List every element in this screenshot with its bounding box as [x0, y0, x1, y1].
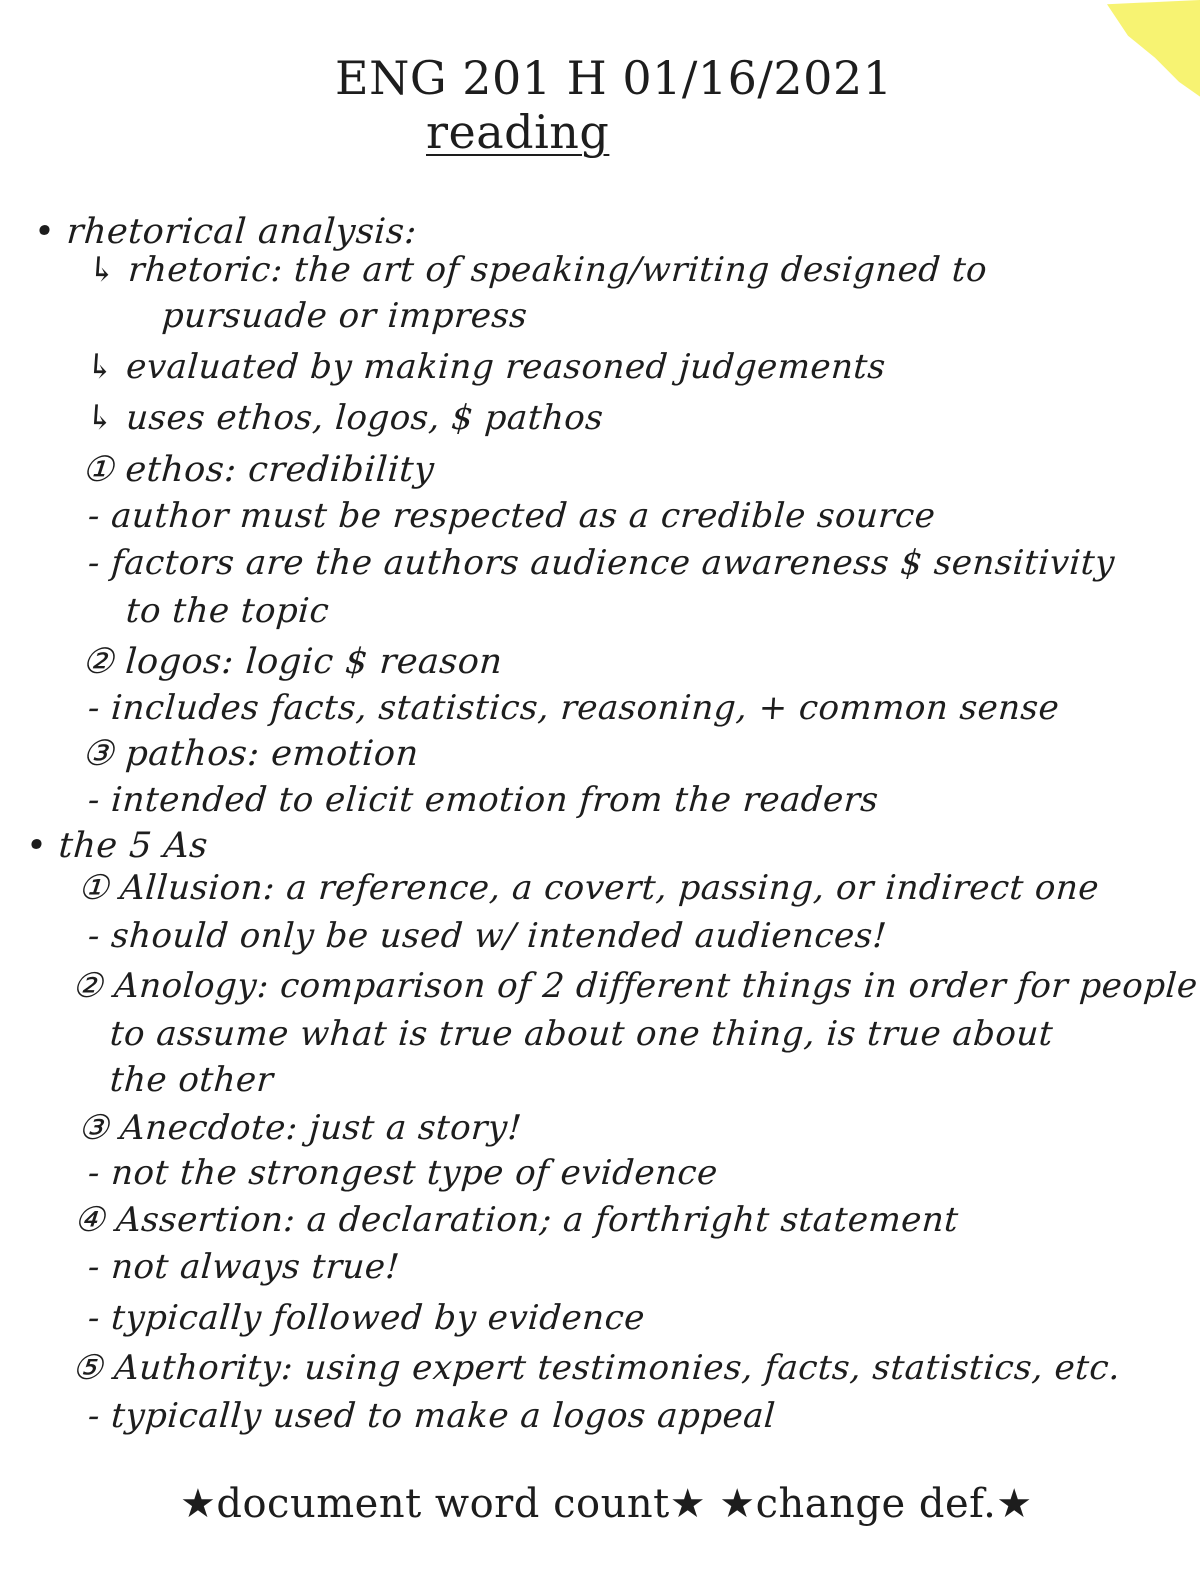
five-as-authority-note: - typically used to make a logos appeal: [86, 1396, 777, 1436]
five-as-allusion: ① Allusion: a reference, a covert, passing, or indirect one: [76, 868, 1101, 908]
pathos-heading: ③ pathos: emotion: [80, 734, 421, 774]
footer-reminder: ★document word count★ ★change def.★: [180, 1481, 1033, 1527]
pathos-note-1: - intended to elicit emotion from the readers: [86, 780, 880, 820]
ethos-note-2-continuation: to the topic: [124, 591, 331, 631]
rhetoric-definition-line: ↳ rhetoric: the art of speaking/writing designed to: [86, 250, 989, 290]
rhetoric-definition-continuation: pursuade or impress: [160, 296, 529, 336]
logos-note-1: - includes facts, statistics, reasoning, + common sense: [86, 688, 1061, 728]
five-as-anology: ② Anology: comparison of 2 different things in order for people: [70, 966, 1200, 1006]
five-as-allusion-note: - should only be used w/ intended audiences!: [86, 916, 889, 956]
five-as-heading: • the 5 As: [24, 826, 210, 866]
five-as-authority: ⑤ Authority: using expert testimonies, facts, statistics, etc.: [70, 1348, 1122, 1388]
five-as-anology-continuation-2: the other: [108, 1060, 275, 1100]
course-date-line: ENG 201 H 01/16/2021: [335, 51, 893, 105]
rhetoric-evaluated-line: ↳ evaluated by making reasoned judgements: [84, 347, 888, 387]
rhetoric-uses-line: ↳ uses ethos, logos, $ pathos: [84, 398, 605, 438]
ethos-note-1: - author must be respected as a credible source: [86, 496, 937, 536]
ethos-heading: ① ethos: credibility: [80, 450, 436, 490]
five-as-assertion: ④ Assertion: a declaration; a forthright statement: [72, 1200, 960, 1240]
five-as-assertion-note-2: - typically followed by evidence: [86, 1298, 647, 1338]
five-as-assertion-note-1: - not always true!: [86, 1247, 402, 1287]
notes-subtitle: reading: [426, 105, 610, 159]
five-as-anecdote-note: - not the strongest type of evidence: [86, 1153, 720, 1193]
five-as-anecdote: ③ Anecdote: just a story!: [76, 1108, 524, 1148]
yellow-highlighter-mark: [1050, 0, 1200, 105]
rhetorical-analysis-heading: • rhetorical analysis:: [32, 212, 419, 252]
five-as-anology-continuation-1: to assume what is true about one thing, is true about: [108, 1014, 1055, 1054]
logos-heading: ② logos: logic $ reason: [80, 642, 504, 682]
ethos-note-2: - factors are the authors audience awareness $ sensitivity: [86, 543, 1117, 583]
